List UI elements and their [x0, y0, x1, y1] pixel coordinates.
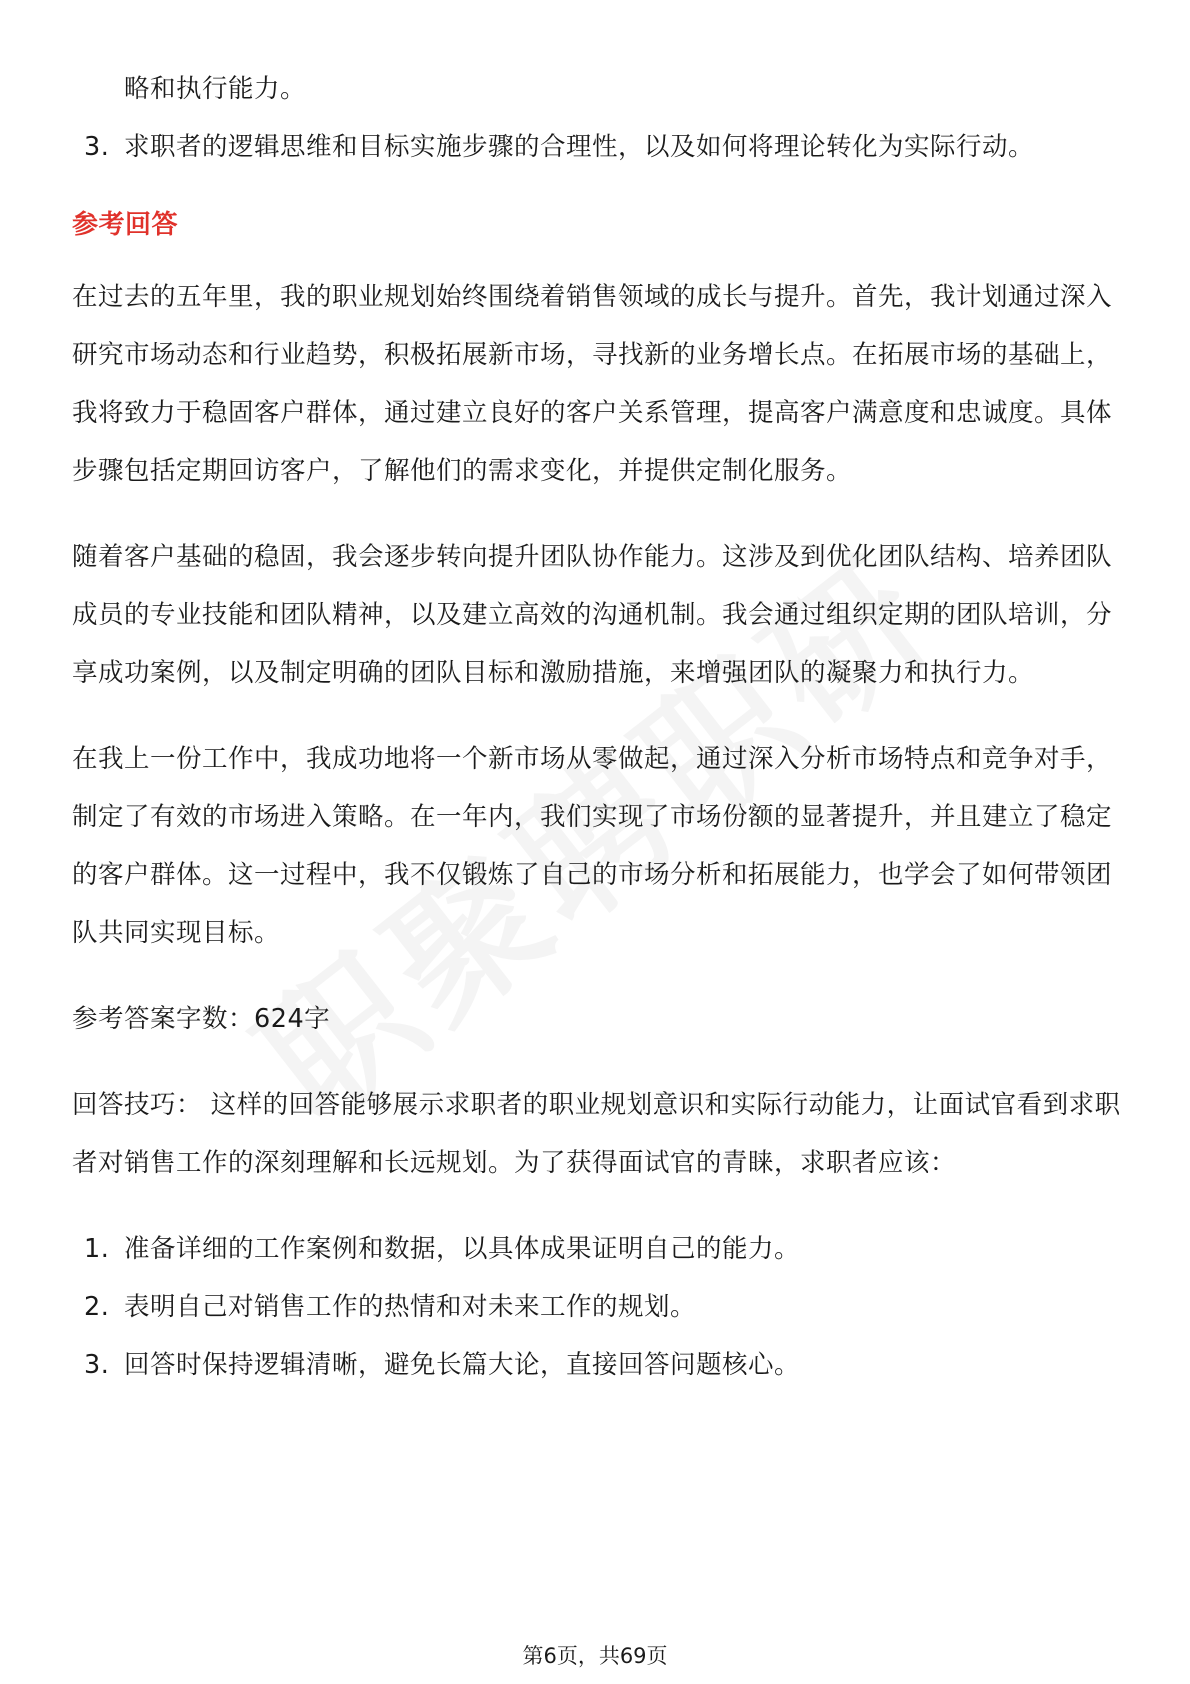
page-content — [72, 60, 1122, 1394]
list-item-text: 回答时保持逻辑清晰，避免长篇大论，直接回答问题核心。 — [124, 1350, 801, 1380]
answer-paragraph: 在过去的五年里，我的职业规划始终围绕着销售领域的成长与提升。首先，我计划通过深入研究市场动态和行业趋势，积极拓展新市场，寻找新的业务增长点。在拓展市场的基础上，我将致力于稳固客户群体，通过建立良好的客户关系管理，提高客户满意度和忠诚度。具体步骤包括定期回访客户，了解他们的需求变化，并提供定制化服务。 — [72, 282, 1113, 486]
page-footer: 第6页，共69页 — [522, 1644, 668, 1668]
list-number: 1. — [84, 1234, 110, 1264]
tips-item — [72, 1278, 1122, 1336]
answer-tips: 回答技巧： 这样的回答能够展示求职者的职业规划意识和实际行动能力，让面试官看到求职者对销售工作的深刻理解和长远规划。为了获得面试官的青睐，求职者应该： — [72, 1090, 1121, 1178]
list-item-text: 求职者的逻辑思维和目标实施步骤的合理性，以及如何将理论转化为实际行动。 — [124, 132, 1035, 162]
list-item-text: 表明自己对销售工作的热情和对未来工作的规划。 — [124, 1292, 697, 1322]
word-count: 参考答案字数：624字 — [72, 1004, 331, 1034]
answer-paragraph: 随着客户基础的稳固，我会逐步转向提升团队协作能力。这涉及到优化团队结构、培养团队成员的专业技能和团队精神，以及建立高效的沟通机制。我会通过组织定期的团队培训，分享成功案例，以及制定明确的团队目标和激励措施，来增强团队的凝聚力和执行力。 — [72, 542, 1113, 688]
criteria-item-3 — [72, 118, 1122, 176]
list-item-text: 准备详细的工作案例和数据，以具体成果证明自己的能力。 — [124, 1234, 801, 1264]
list-number: 2. — [84, 1292, 110, 1322]
tips-item — [72, 1220, 1122, 1278]
list-continuation — [72, 60, 1122, 118]
list-number: 3. — [84, 132, 110, 162]
tips-item — [72, 1336, 1122, 1394]
answer-paragraph: 在我上一份工作中，我成功地将一个新市场从零做起，通过深入分析市场特点和竞争对手，制定了有效的市场进入策略。在一年内，我们实现了市场份额的显著提升，并且建立了稳定的客户群体。这一过程中，我不仅锻炼了自己的市场分析和拓展能力，也学会了如何带领团队共同实现目标。 — [72, 744, 1113, 948]
answer-heading: 参考回答 — [72, 210, 179, 240]
list-number: 3. — [84, 1350, 110, 1380]
list-continuation-text: 略和执行能力。 — [124, 74, 307, 104]
